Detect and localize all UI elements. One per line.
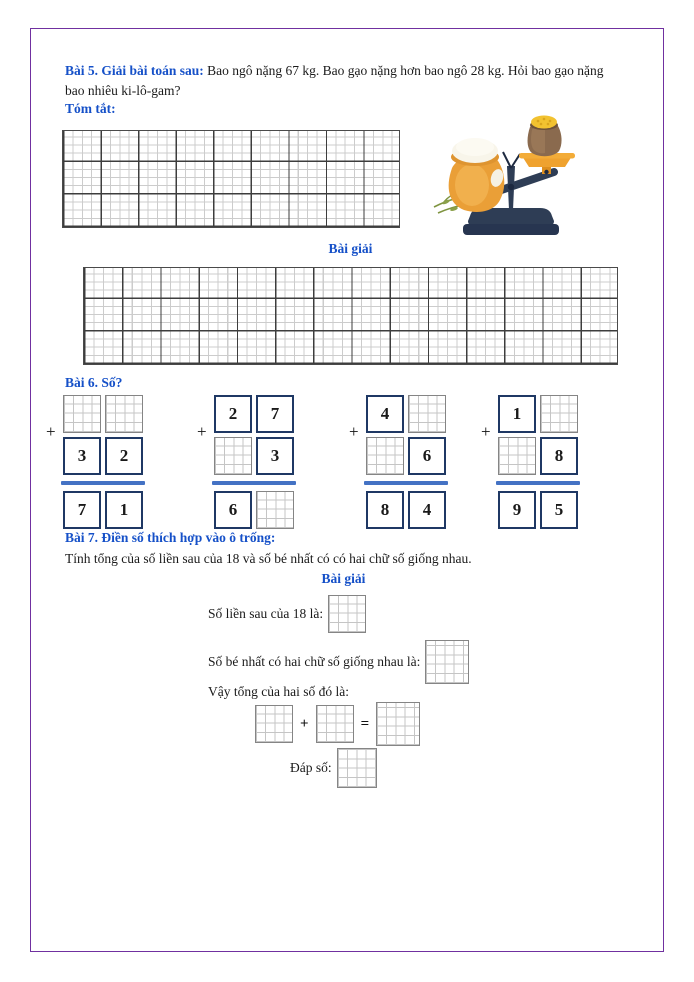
addition-row	[63, 437, 145, 475]
addition-problem	[349, 395, 448, 529]
sum-addend1-box[interactable]	[255, 705, 293, 743]
digit-box: 3	[256, 437, 294, 475]
digit-box: 8	[540, 437, 578, 475]
problem7-heading: Bài 7. Điền số thích hợp vào ô trống:	[65, 530, 276, 545]
problem5-solution-label: Bài giải	[328, 241, 373, 256]
corn-bag	[528, 116, 562, 157]
scale-base-slab	[463, 224, 559, 235]
problem7-sum-row	[255, 702, 420, 746]
digit-box: 3	[63, 437, 101, 475]
plus-sign: +	[197, 422, 207, 441]
answer-box-successor[interactable]	[328, 595, 366, 633]
sum-line	[212, 481, 296, 485]
problem7-line1-row	[208, 595, 366, 633]
empty-digit-box[interactable]	[105, 395, 143, 433]
addition-row	[498, 437, 580, 475]
problem5-statement	[65, 61, 622, 101]
summary-writing-grid[interactable]	[62, 130, 400, 228]
plus-sign: +	[349, 422, 359, 441]
addition-row	[63, 491, 145, 529]
digit-box: 4	[366, 395, 404, 433]
problem5-body-text: Bao ngô nặng 67 kg. Bao gạo nặng hơn bao ngô 28 kg. Hỏi bao gạo nặng bao nhiêu ki-lô-gam?	[65, 63, 604, 98]
empty-digit-box[interactable]	[366, 437, 404, 475]
addition-row	[214, 491, 296, 529]
plus-sign: +	[46, 422, 56, 441]
addition-row	[366, 491, 448, 529]
addition-row	[498, 395, 580, 433]
problem5-summary-label: Tóm tắt:	[65, 101, 116, 116]
balance-scale-illustration	[430, 110, 592, 237]
problem7-line1-text: Số liền sau của 18 là:	[208, 606, 324, 621]
digit-box: 1	[105, 491, 143, 529]
addition-row	[366, 395, 448, 433]
addition-row	[214, 395, 296, 433]
answer-box-smallest-double-digit[interactable]	[425, 640, 469, 684]
sum-line	[364, 481, 448, 485]
scale-prong-right	[511, 154, 520, 168]
empty-digit-box[interactable]	[214, 437, 252, 475]
digit-box: 6	[214, 491, 252, 529]
digit-box: 2	[214, 395, 252, 433]
empty-digit-box[interactable]	[408, 395, 446, 433]
sum-line	[61, 481, 145, 485]
problem6-heading: Bài 6. Số?	[65, 375, 123, 390]
empty-digit-box[interactable]	[498, 437, 536, 475]
digit-box: 4	[408, 491, 446, 529]
digit-box: 5	[540, 491, 578, 529]
digit-box: 6	[408, 437, 446, 475]
problem7-line2-row	[208, 640, 469, 684]
problem7-answer-row	[290, 748, 377, 788]
right-pan	[519, 153, 575, 174]
sum-addend2-box[interactable]	[316, 705, 354, 743]
addition-row	[214, 437, 296, 475]
empty-digit-box[interactable]	[540, 395, 578, 433]
addition-problem	[197, 395, 296, 529]
answer-label: Đáp số:	[290, 760, 332, 775]
digit-box: 9	[498, 491, 536, 529]
problem7-line2-text: Số bé nhất có hai chữ số giống nhau là:	[208, 654, 421, 669]
digit-box: 2	[105, 437, 143, 475]
plus-sign: +	[481, 422, 491, 441]
addition-row	[366, 437, 448, 475]
addition-problem	[46, 395, 145, 529]
equals-operator: =	[360, 715, 370, 732]
scale-pivot	[508, 184, 514, 190]
problem7-instruction: Tính tổng của số liền sau của 18 và số bé nhất có có hai chữ số giống nhau.	[65, 551, 472, 566]
scale-prong-left	[503, 152, 511, 168]
digit-box: 8	[366, 491, 404, 529]
problem7-solution-label: Bài giải	[321, 571, 366, 586]
digit-box: 7	[63, 491, 101, 529]
addition-row	[63, 395, 145, 433]
digit-box: 1	[498, 395, 536, 433]
sum-result-box[interactable]	[376, 702, 420, 746]
problem5-heading: Bài 5. Giải bài toán sau:	[65, 63, 208, 78]
empty-digit-box[interactable]	[256, 491, 294, 529]
sum-line	[496, 481, 580, 485]
addition-problem	[481, 395, 580, 529]
plus-operator: +	[300, 715, 309, 732]
addition-row	[498, 491, 580, 529]
problem7-line3-text: Vậy tổng của hai số đó là:	[208, 684, 349, 699]
empty-digit-box[interactable]	[63, 395, 101, 433]
final-answer-box[interactable]	[337, 748, 377, 788]
rice-bag	[449, 138, 505, 212]
solution-writing-grid[interactable]	[83, 267, 618, 365]
digit-box: 7	[256, 395, 294, 433]
